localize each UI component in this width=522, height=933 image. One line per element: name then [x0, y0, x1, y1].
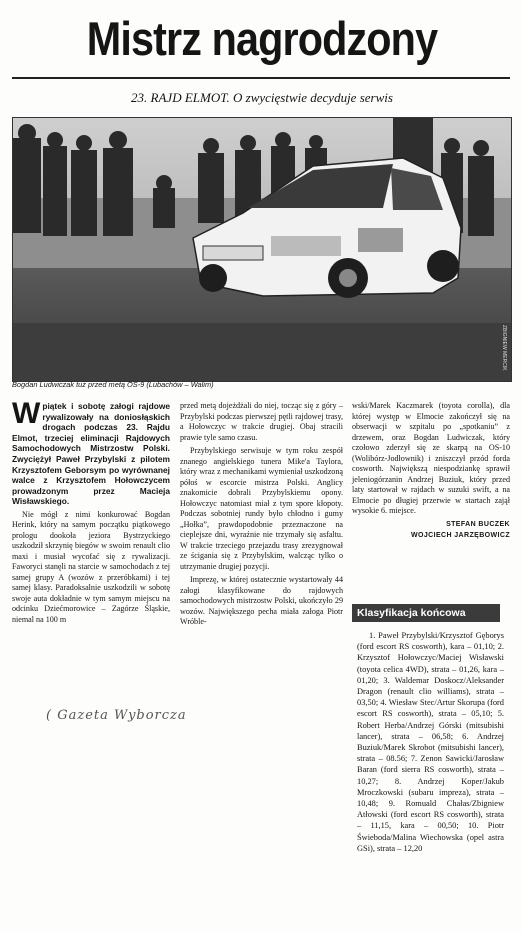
- headline: Mistrz nagrodzony: [86, 12, 438, 65]
- rally-car-image: [13, 118, 511, 381]
- subhead: 23. RAJD ELMOT. O zwycięstwie decyduje serwis: [131, 90, 393, 105]
- article-paragraph: Nie mógł z nimi konkurować Bogdan Herink, który na samym początku piątkowego prologu dookoła jeziora Bystrzyckiego uszkodził skrzynię biegów w swoim renault clio maxi i musiał wycofać się z rywalizacji. Faworyci stanęli na starcie w samochodach z tej samej grupy A (wozów z przeróbkami) i tej samej klasy. Paradoksalnie uszkodzili w sobotę swoje auta dokładnie w tym samym miejscu na odcinku Dziećmorowice – Zagórze Śląskie, niemal na 100 m: [12, 509, 170, 624]
- results-box-title: Klasyfikacja końcowa: [352, 604, 500, 622]
- lead-text: piątek i sobotę załogi rajdowe rywalizowały na doniosłąskich drogach podczas 23. Rajdu Elmot, trzeciej eliminacji Rajdowych Samochodowych Mistrzostw Polski. Zwyciężył Paweł Przybylski z pilotem Krzysztofem Geborsym po wyrównanej walce z Krzysztofem Hołowczycem prowadzonym przez Macieja Wisławskiego.: [12, 401, 170, 507]
- dropcap: W: [12, 397, 41, 430]
- headline-rule: [12, 77, 510, 79]
- article-paragraph: wski/Marek Kaczmarek (toyota corolla), dla której występ w Elmocie zakończył się na obserwacji w szpitalu po „spotkaniu” z drzewem, oraz Bogdan Ludwiczak, który czołowo zderzył się ze skarpą na OS-10 (Wolibórz-Jodłownik) i zniszczył przód forda cosworth. Największą niespodziankę sprawił jeleniogórzanin Andrzej Buziuk, który przed laty startował w rajdach w suzuki swift, a na Elmocie po długiej przerwie w startach zajął wysokie 6. miejsce.: [352, 401, 510, 515]
- author-name: WOJCIECH JARZĘBOWICZ: [411, 531, 510, 539]
- byline: [352, 519, 510, 541]
- photo-caption: Bogdan Ludwiczak tuż przed metą OS-9 (Lubachów – Walim): [12, 380, 214, 389]
- article-column-2: [180, 401, 343, 628]
- article-paragraph: Przybylskiego serwisuje w tym roku zespół znanego angielskiego tunera Mike'a Taylora, który wraz z mechanikami wymieniał uszkodzoną półoś w escorcie mistrza Polski. Anglicy znakomicie dobrali Przybylskiemu opony. Hołowczyc natomiast miał z tym spore kłopoty. Podczas sobotniej rundy było chłodno i gumy „Hołka”, prawdopodobnie przeznaczone na cieplejsze dni, wyraźnie nie trzymały się asfaltu. W trakcie trzeciego przejazdu trasy zrezygnował ze ścigania się z Przybylskim, walcząc tylko o utrzymanie drugiej pozycji.: [180, 446, 343, 571]
- article-column-3: [352, 401, 510, 541]
- results-list: 1. Paweł Przybylski/Krzysztof Gęborys (ford escort RS cosworth), kara – 01,10; 2. Krzysztof Hołowczyc/Maciej Wisławski (toyota celica 4WD), strata – 01,26, kara – 01,20; 3. Waldemar Doskocz/Aleksander Dragon (renault clio williams), strata – 03,50; 4. Wiesław Stec/Artur Skorupa (ford escort RS cosworth), strata – 05,10; 5. Robert Herba/Andrzej Górski (mitsubishi lancer), strata – 06,58; 6. Andrzej Buziuk/Marek Skrobot (mitsubishi lancer), strata – 08.56; 7. Zenon Sawicki/Jarosław Baran (ford sierra RS cosworth), strata – 10,27; 8. Andrzej Koper/Jakub Mroczkowski (subaru impreza), strata – 10,48; 9. Romuald Chałas/Zbigniew Atłowski (ford escort RS cosworth), strata – 11,15, kara – 00,50; 10. Piotr Świeboda/Malina Wiechowska (opel astra GSi), strata – 12,20: [357, 631, 504, 853]
- author-name: STEFAN BUCZEK: [446, 520, 510, 528]
- source-handwritten-note: ( Gazeta Wyborcza: [46, 708, 187, 723]
- article-paragraph: Imprezę, w której ostatecznie wystartowały 44 załogi klasyfikowane do rajdowych samochodowych mistrzostw Polski, ukończyło 29 wozów. Największego pecha miała załoga Piotr Wróble-: [180, 575, 343, 626]
- article-column-1: [12, 397, 170, 625]
- article-lead-paragraph: [12, 397, 170, 507]
- article-paragraph: przed metą dojeżdżali do niej, tocząc się z góry – Przybylski podczas pierwszej pętli rajdowej trasy, a Hołowczyc w trakcie drugiej. Obaj stracili prawie tyle samo czasu.: [180, 401, 343, 442]
- rally-photo: [12, 117, 512, 382]
- photo-credit: ZBIGNIEW MERCIK: [501, 325, 507, 371]
